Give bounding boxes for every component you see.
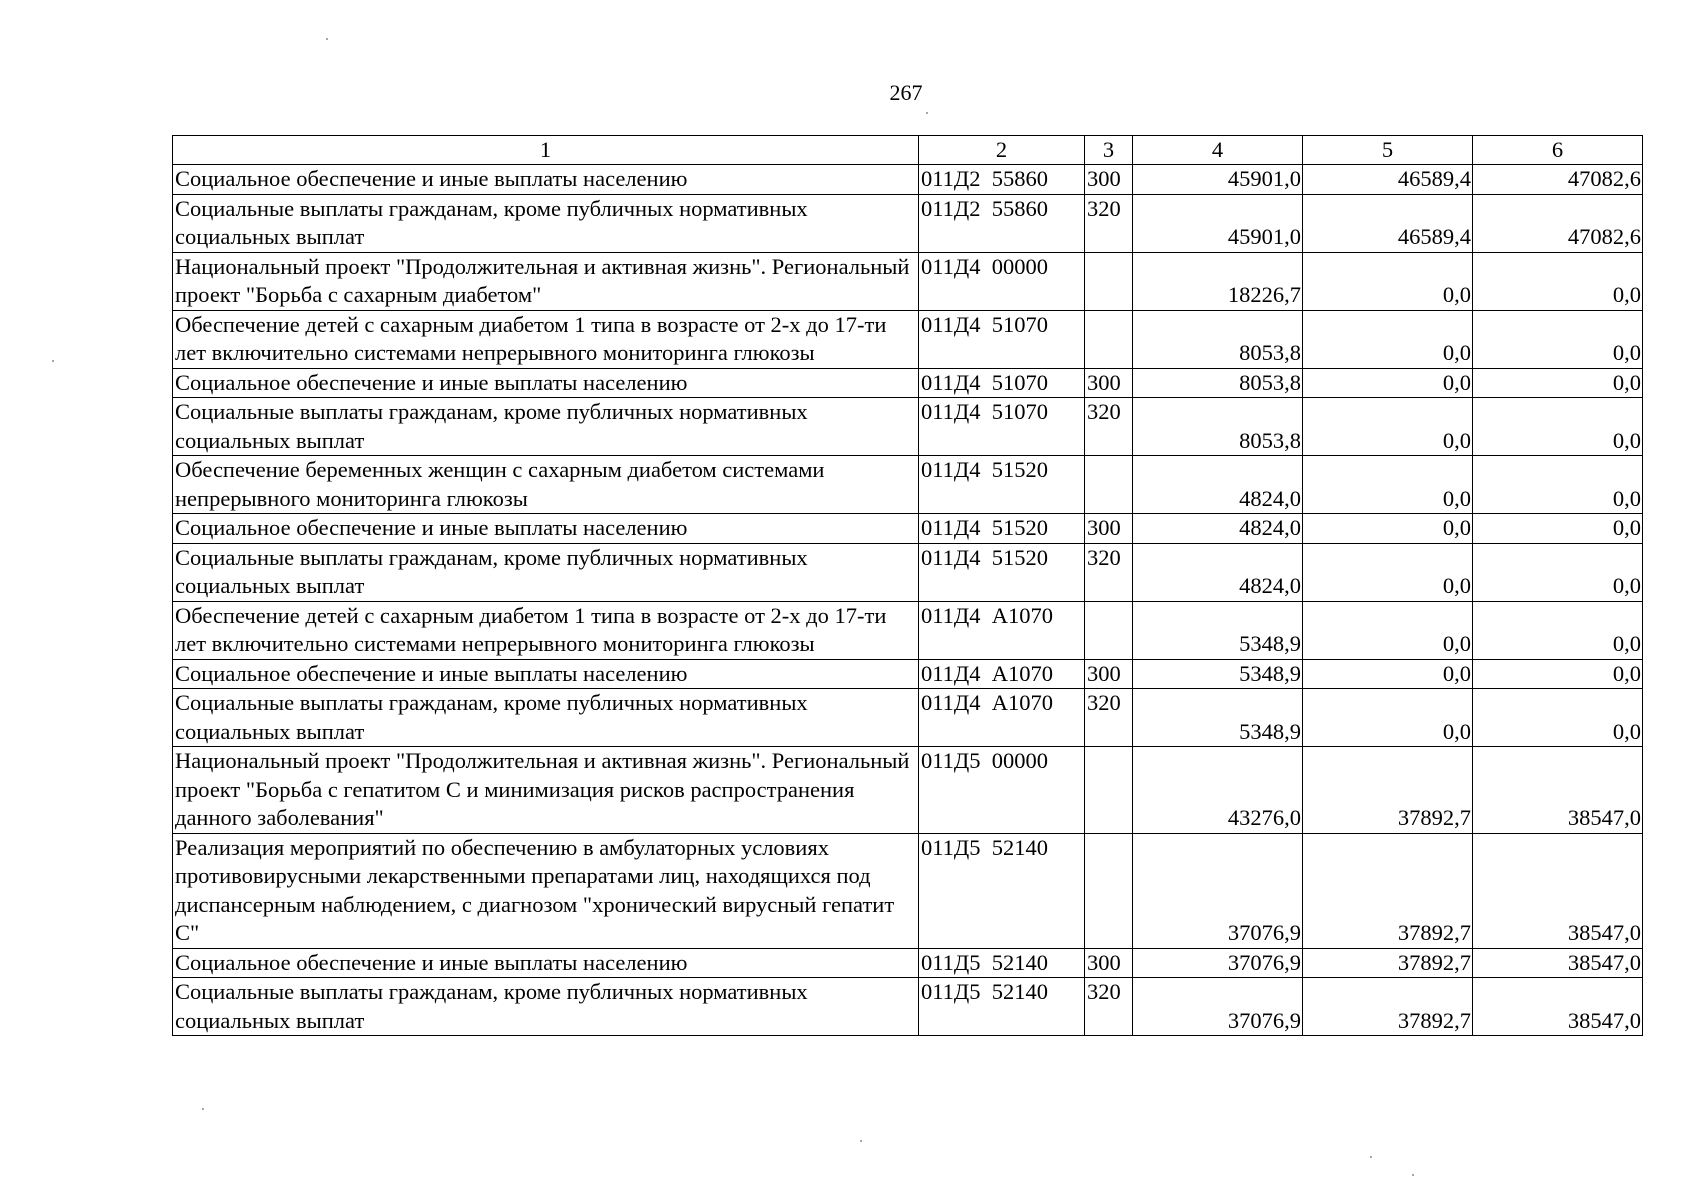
table-row bbox=[173, 165, 1643, 195]
table-row bbox=[173, 310, 1643, 368]
table-row bbox=[173, 514, 1643, 544]
expense-type-cell: 300 bbox=[1085, 368, 1133, 398]
amount-col4-cell: 43276,0 bbox=[1133, 747, 1303, 834]
amount-col6-cell: 0,0 bbox=[1473, 252, 1643, 310]
target-code-cell: 011Д5 52140 bbox=[919, 948, 1085, 978]
target-code-cell: 011Д5 52140 bbox=[919, 978, 1085, 1036]
target-code-cell: 011Д4 00000 bbox=[919, 252, 1085, 310]
page-number: 267 bbox=[889, 80, 923, 105]
amount-col6-cell: 0,0 bbox=[1473, 368, 1643, 398]
amount-col4-cell: 5348,9 bbox=[1133, 689, 1303, 747]
amount-col5-cell: 0,0 bbox=[1303, 398, 1473, 456]
amount-col5-cell: 0,0 bbox=[1303, 252, 1473, 310]
item-name-cell: Социальное обеспечение и иные выплаты населению bbox=[173, 659, 919, 689]
item-name-cell: Социальное обеспечение и иные выплаты населению bbox=[173, 165, 919, 195]
item-name-cell: Реализация мероприятий по обеспечению в амбулаторных условиях противовирусными лекарственными препаратами лиц, находящихся под диспансерным наблюдением, с диагнозом "хронический вирусный гепатит С" bbox=[173, 833, 919, 948]
item-name-cell: Обеспечение детей с сахарным диабетом 1 типа в возрасте от 2-х до 17-ти лет включительно системами непрерывного мониторинга глюкозы bbox=[173, 601, 919, 659]
expense-type-cell bbox=[1085, 456, 1133, 514]
amount-col4-cell: 4824,0 bbox=[1133, 456, 1303, 514]
item-name-cell: Национальный проект "Продолжительная и активная жизнь". Региональный проект "Борьба с сахарным диабетом" bbox=[173, 252, 919, 310]
table-row bbox=[173, 978, 1643, 1036]
amount-col6-cell: 0,0 bbox=[1473, 398, 1643, 456]
expense-type-cell: 300 bbox=[1085, 659, 1133, 689]
amount-col4-cell: 45901,0 bbox=[1133, 194, 1303, 252]
table-row bbox=[173, 456, 1643, 514]
table-row bbox=[173, 194, 1643, 252]
expense-type-cell: 320 bbox=[1085, 543, 1133, 601]
amount-col6-cell: 38547,0 bbox=[1473, 978, 1643, 1036]
amount-col4-cell: 8053,8 bbox=[1133, 310, 1303, 368]
expense-type-cell: 320 bbox=[1085, 689, 1133, 747]
target-code-cell: 011Д5 00000 bbox=[919, 747, 1085, 834]
target-code-cell: 011Д2 55860 bbox=[919, 194, 1085, 252]
amount-col4-cell: 8053,8 bbox=[1133, 398, 1303, 456]
amount-col5-cell: 37892,7 bbox=[1303, 948, 1473, 978]
amount-col5-cell: 0,0 bbox=[1303, 514, 1473, 544]
scan-speck bbox=[860, 1140, 862, 1142]
table-row bbox=[173, 252, 1643, 310]
table-row bbox=[173, 948, 1643, 978]
table-row bbox=[173, 601, 1643, 659]
scan-speck bbox=[1370, 1156, 1372, 1158]
item-name-cell: Социальное обеспечение и иные выплаты населению bbox=[173, 948, 919, 978]
expense-type-cell: 320 bbox=[1085, 398, 1133, 456]
table-row bbox=[173, 747, 1643, 834]
amount-col6-cell: 0,0 bbox=[1473, 514, 1643, 544]
item-name-cell: Обеспечение беременных женщин с сахарным диабетом системами непрерывного мониторинга глюкозы bbox=[173, 456, 919, 514]
item-name-cell: Социальные выплаты гражданам, кроме публичных нормативных социальных выплат bbox=[173, 398, 919, 456]
target-code-cell: 011Д4 51520 bbox=[919, 514, 1085, 544]
expense-type-cell: 300 bbox=[1085, 165, 1133, 195]
expense-type-cell: 320 bbox=[1085, 194, 1133, 252]
column-header: 3 bbox=[1085, 136, 1133, 165]
column-header: 4 bbox=[1133, 136, 1303, 165]
table-row bbox=[173, 833, 1643, 948]
amount-col4-cell: 5348,9 bbox=[1133, 601, 1303, 659]
expense-type-cell bbox=[1085, 747, 1133, 834]
amount-col6-cell: 0,0 bbox=[1473, 659, 1643, 689]
item-name-cell: Социальное обеспечение и иные выплаты населению bbox=[173, 368, 919, 398]
column-header: 2 bbox=[919, 136, 1085, 165]
amount-col6-cell: 47082,6 bbox=[1473, 194, 1643, 252]
target-code-cell: 011Д4 51070 bbox=[919, 398, 1085, 456]
scan-speck bbox=[52, 360, 54, 362]
item-name-cell: Социальные выплаты гражданам, кроме публичных нормативных социальных выплат bbox=[173, 978, 919, 1036]
amount-col6-cell: 47082,6 bbox=[1473, 165, 1643, 195]
expense-type-cell bbox=[1085, 252, 1133, 310]
target-code-cell: 011Д4 51520 bbox=[919, 543, 1085, 601]
amount-col4-cell: 37076,9 bbox=[1133, 978, 1303, 1036]
amount-col4-cell: 45901,0 bbox=[1133, 165, 1303, 195]
expense-type-cell: 300 bbox=[1085, 514, 1133, 544]
amount-col6-cell: 0,0 bbox=[1473, 543, 1643, 601]
amount-col6-cell: 38547,0 bbox=[1473, 833, 1643, 948]
table-header-row bbox=[173, 136, 1643, 165]
amount-col6-cell: 0,0 bbox=[1473, 456, 1643, 514]
amount-col5-cell: 0,0 bbox=[1303, 456, 1473, 514]
amount-col5-cell: 0,0 bbox=[1303, 601, 1473, 659]
amount-col4-cell: 4824,0 bbox=[1133, 514, 1303, 544]
amount-col6-cell: 0,0 bbox=[1473, 601, 1643, 659]
amount-col4-cell: 4824,0 bbox=[1133, 543, 1303, 601]
expense-type-cell bbox=[1085, 833, 1133, 948]
expense-type-cell: 320 bbox=[1085, 978, 1133, 1036]
scan-speck bbox=[1412, 1174, 1414, 1176]
target-code-cell: 011Д4 А1070 bbox=[919, 689, 1085, 747]
amount-col5-cell: 46589,4 bbox=[1303, 194, 1473, 252]
item-name-cell: Социальные выплаты гражданам, кроме публичных нормативных социальных выплат bbox=[173, 543, 919, 601]
scan-speck bbox=[326, 38, 328, 40]
amount-col4-cell: 8053,8 bbox=[1133, 368, 1303, 398]
amount-col6-cell: 38547,0 bbox=[1473, 747, 1643, 834]
target-code-cell: 011Д4 А1070 bbox=[919, 601, 1085, 659]
target-code-cell: 011Д4 51520 bbox=[919, 456, 1085, 514]
target-code-cell: 011Д4 51070 bbox=[919, 368, 1085, 398]
amount-col6-cell: 0,0 bbox=[1473, 689, 1643, 747]
amount-col4-cell: 18226,7 bbox=[1133, 252, 1303, 310]
target-code-cell: 011Д4 А1070 bbox=[919, 659, 1085, 689]
amount-col5-cell: 0,0 bbox=[1303, 543, 1473, 601]
scan-speck bbox=[926, 112, 928, 114]
amount-col4-cell: 5348,9 bbox=[1133, 659, 1303, 689]
table-row bbox=[173, 543, 1643, 601]
amount-col5-cell: 46589,4 bbox=[1303, 165, 1473, 195]
scan-speck bbox=[202, 1108, 204, 1110]
target-code-cell: 011Д2 55860 bbox=[919, 165, 1085, 195]
column-header: 6 bbox=[1473, 136, 1643, 165]
item-name-cell: Социальные выплаты гражданам, кроме публичных нормативных социальных выплат bbox=[173, 194, 919, 252]
expense-type-cell bbox=[1085, 310, 1133, 368]
expense-type-cell bbox=[1085, 601, 1133, 659]
item-name-cell: Национальный проект "Продолжительная и активная жизнь". Региональный проект "Борьба с гепатитом С и минимизация рисков распространения данного заболевания" bbox=[173, 747, 919, 834]
amount-col5-cell: 0,0 bbox=[1303, 368, 1473, 398]
item-name-cell: Обеспечение детей с сахарным диабетом 1 типа в возрасте от 2-х до 17-ти лет включительно системами непрерывного мониторинга глюкозы bbox=[173, 310, 919, 368]
column-header: 5 bbox=[1303, 136, 1473, 165]
amount-col5-cell: 37892,7 bbox=[1303, 978, 1473, 1036]
table-row bbox=[173, 659, 1643, 689]
expense-type-cell: 300 bbox=[1085, 948, 1133, 978]
target-code-cell: 011Д5 52140 bbox=[919, 833, 1085, 948]
table-row bbox=[173, 368, 1643, 398]
amount-col4-cell: 37076,9 bbox=[1133, 948, 1303, 978]
target-code-cell: 011Д4 51070 bbox=[919, 310, 1085, 368]
column-header: 1 bbox=[173, 136, 919, 165]
item-name-cell: Социальное обеспечение и иные выплаты населению bbox=[173, 514, 919, 544]
amount-col5-cell: 37892,7 bbox=[1303, 747, 1473, 834]
amount-col5-cell: 37892,7 bbox=[1303, 833, 1473, 948]
amount-col5-cell: 0,0 bbox=[1303, 310, 1473, 368]
amount-col6-cell: 0,0 bbox=[1473, 310, 1643, 368]
amount-col6-cell: 38547,0 bbox=[1473, 948, 1643, 978]
amount-col5-cell: 0,0 bbox=[1303, 659, 1473, 689]
amount-col5-cell: 0,0 bbox=[1303, 689, 1473, 747]
budget-table bbox=[172, 135, 1643, 1036]
table-row bbox=[173, 398, 1643, 456]
item-name-cell: Социальные выплаты гражданам, кроме публичных нормативных социальных выплат bbox=[173, 689, 919, 747]
table-row bbox=[173, 689, 1643, 747]
amount-col4-cell: 37076,9 bbox=[1133, 833, 1303, 948]
